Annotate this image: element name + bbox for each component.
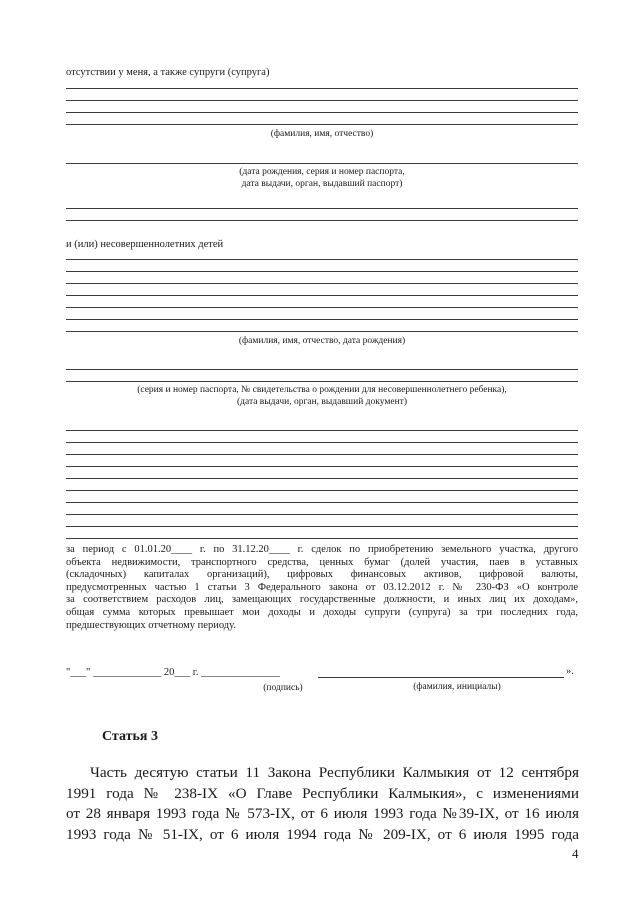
fill-line[interactable]: [66, 331, 578, 332]
fill-line[interactable]: [66, 163, 578, 164]
children-header: и (или) несовершеннолетних детей: [66, 239, 224, 250]
fill-line[interactable]: [66, 259, 578, 260]
caption-children: (фамилия, имя, отчество, дата рождения): [238, 336, 406, 346]
fill-line[interactable]: [66, 220, 578, 221]
caption-child-doc-line1: (серия и номер паспорта, № свидетельства о рождении для несовершеннолетнего ребенка),: [137, 385, 507, 395]
fill-line[interactable]: [66, 283, 578, 284]
fill-line[interactable]: [66, 478, 578, 479]
fill-line[interactable]: [66, 307, 578, 308]
fill-line[interactable]: [66, 319, 578, 320]
signature-date-field[interactable]: "___" _____________ 20___ г. _______________: [66, 667, 280, 678]
fill-line[interactable]: [66, 381, 578, 382]
fill-line[interactable]: [66, 271, 578, 272]
fill-line[interactable]: [66, 502, 578, 503]
period-paragraph: [66, 544, 578, 632]
fill-line[interactable]: [66, 454, 578, 455]
period-paragraph-line: (складочных) капиталах организаций), цифровых финансовых активов, цифровой валюты,: [66, 569, 578, 581]
fill-line[interactable]: [66, 490, 578, 491]
caption-child-doc-line2: (дата выдачи, орган, выдавший документ): [236, 397, 407, 407]
fill-line[interactable]: [66, 526, 578, 527]
period-paragraph-line: предшествующих отчетному периоду.: [66, 619, 236, 631]
closing-quote: ».: [566, 666, 574, 677]
fill-line[interactable]: [66, 466, 578, 467]
period-paragraph-line: объекта недвижимости, транспортного средства, ценных бумаг (долей участия, паев в уставных: [66, 556, 578, 568]
fill-line[interactable]: [66, 295, 578, 296]
caption-fio: (фамилия, имя, отчество): [270, 129, 374, 139]
page-number: 4: [572, 846, 579, 861]
article-paragraph-line: 1993 года № 51-IX, от 6 июля 1994 года № 209-IX, от 6 июля 1995 года: [66, 825, 579, 843]
fill-line[interactable]: [66, 538, 578, 539]
fill-line[interactable]: [66, 124, 578, 125]
fill-line[interactable]: [66, 430, 578, 431]
article-paragraph-line: 1991 года № 238-IX «О Главе Республики Калмыкия», с изменениями: [66, 784, 579, 802]
caption-signature: (подпись): [263, 683, 303, 693]
caption-passport-line2: дата выдачи, орган, выдавший паспорт): [241, 179, 403, 189]
fill-line[interactable]: [66, 100, 578, 101]
caption-passport-line1: (дата рождения, серия и номер паспорта,: [239, 167, 405, 177]
period-paragraph-line: предусмотренных частью 1 статьи 3 Федерального закона от 03.12.2012 г. № 230-ФЗ «О контроле: [66, 581, 578, 593]
name-fill-line[interactable]: [318, 677, 564, 678]
fill-line[interactable]: [66, 112, 578, 113]
article-paragraph: [66, 763, 579, 845]
period-paragraph-line: общая сумма которых превышает мои доходы и доходы супруги (супруга) за три последних года,: [66, 606, 578, 618]
caption-name-initials: (фамилия, инициалы): [413, 682, 501, 692]
period-paragraph-line: за период с 01.01.20____ г. по 31.12.20____ г. сделок по приобретению земельного участка, другого: [66, 544, 578, 555]
fill-line[interactable]: [66, 88, 578, 89]
article-paragraph-line: Часть десятую статьи 11 Закона Республики Калмыкия от 12 сентября: [90, 764, 579, 781]
fill-line[interactable]: [66, 369, 578, 370]
fill-line[interactable]: [66, 442, 578, 443]
spouse-header: отсутствии у меня, а также супруги (супруга): [66, 67, 270, 78]
fill-line[interactable]: [66, 514, 578, 515]
fill-line[interactable]: [66, 208, 578, 209]
article-title: Статья 3: [102, 729, 158, 744]
period-paragraph-line: за соответствием расходов лиц, замещающих государственные должности, и иных лиц их доходам»,: [66, 594, 578, 606]
article-paragraph-line: от 28 января 1993 года № 573-IX, от 6 июля 1993 года №39-IX, от 16 июля: [66, 805, 579, 822]
